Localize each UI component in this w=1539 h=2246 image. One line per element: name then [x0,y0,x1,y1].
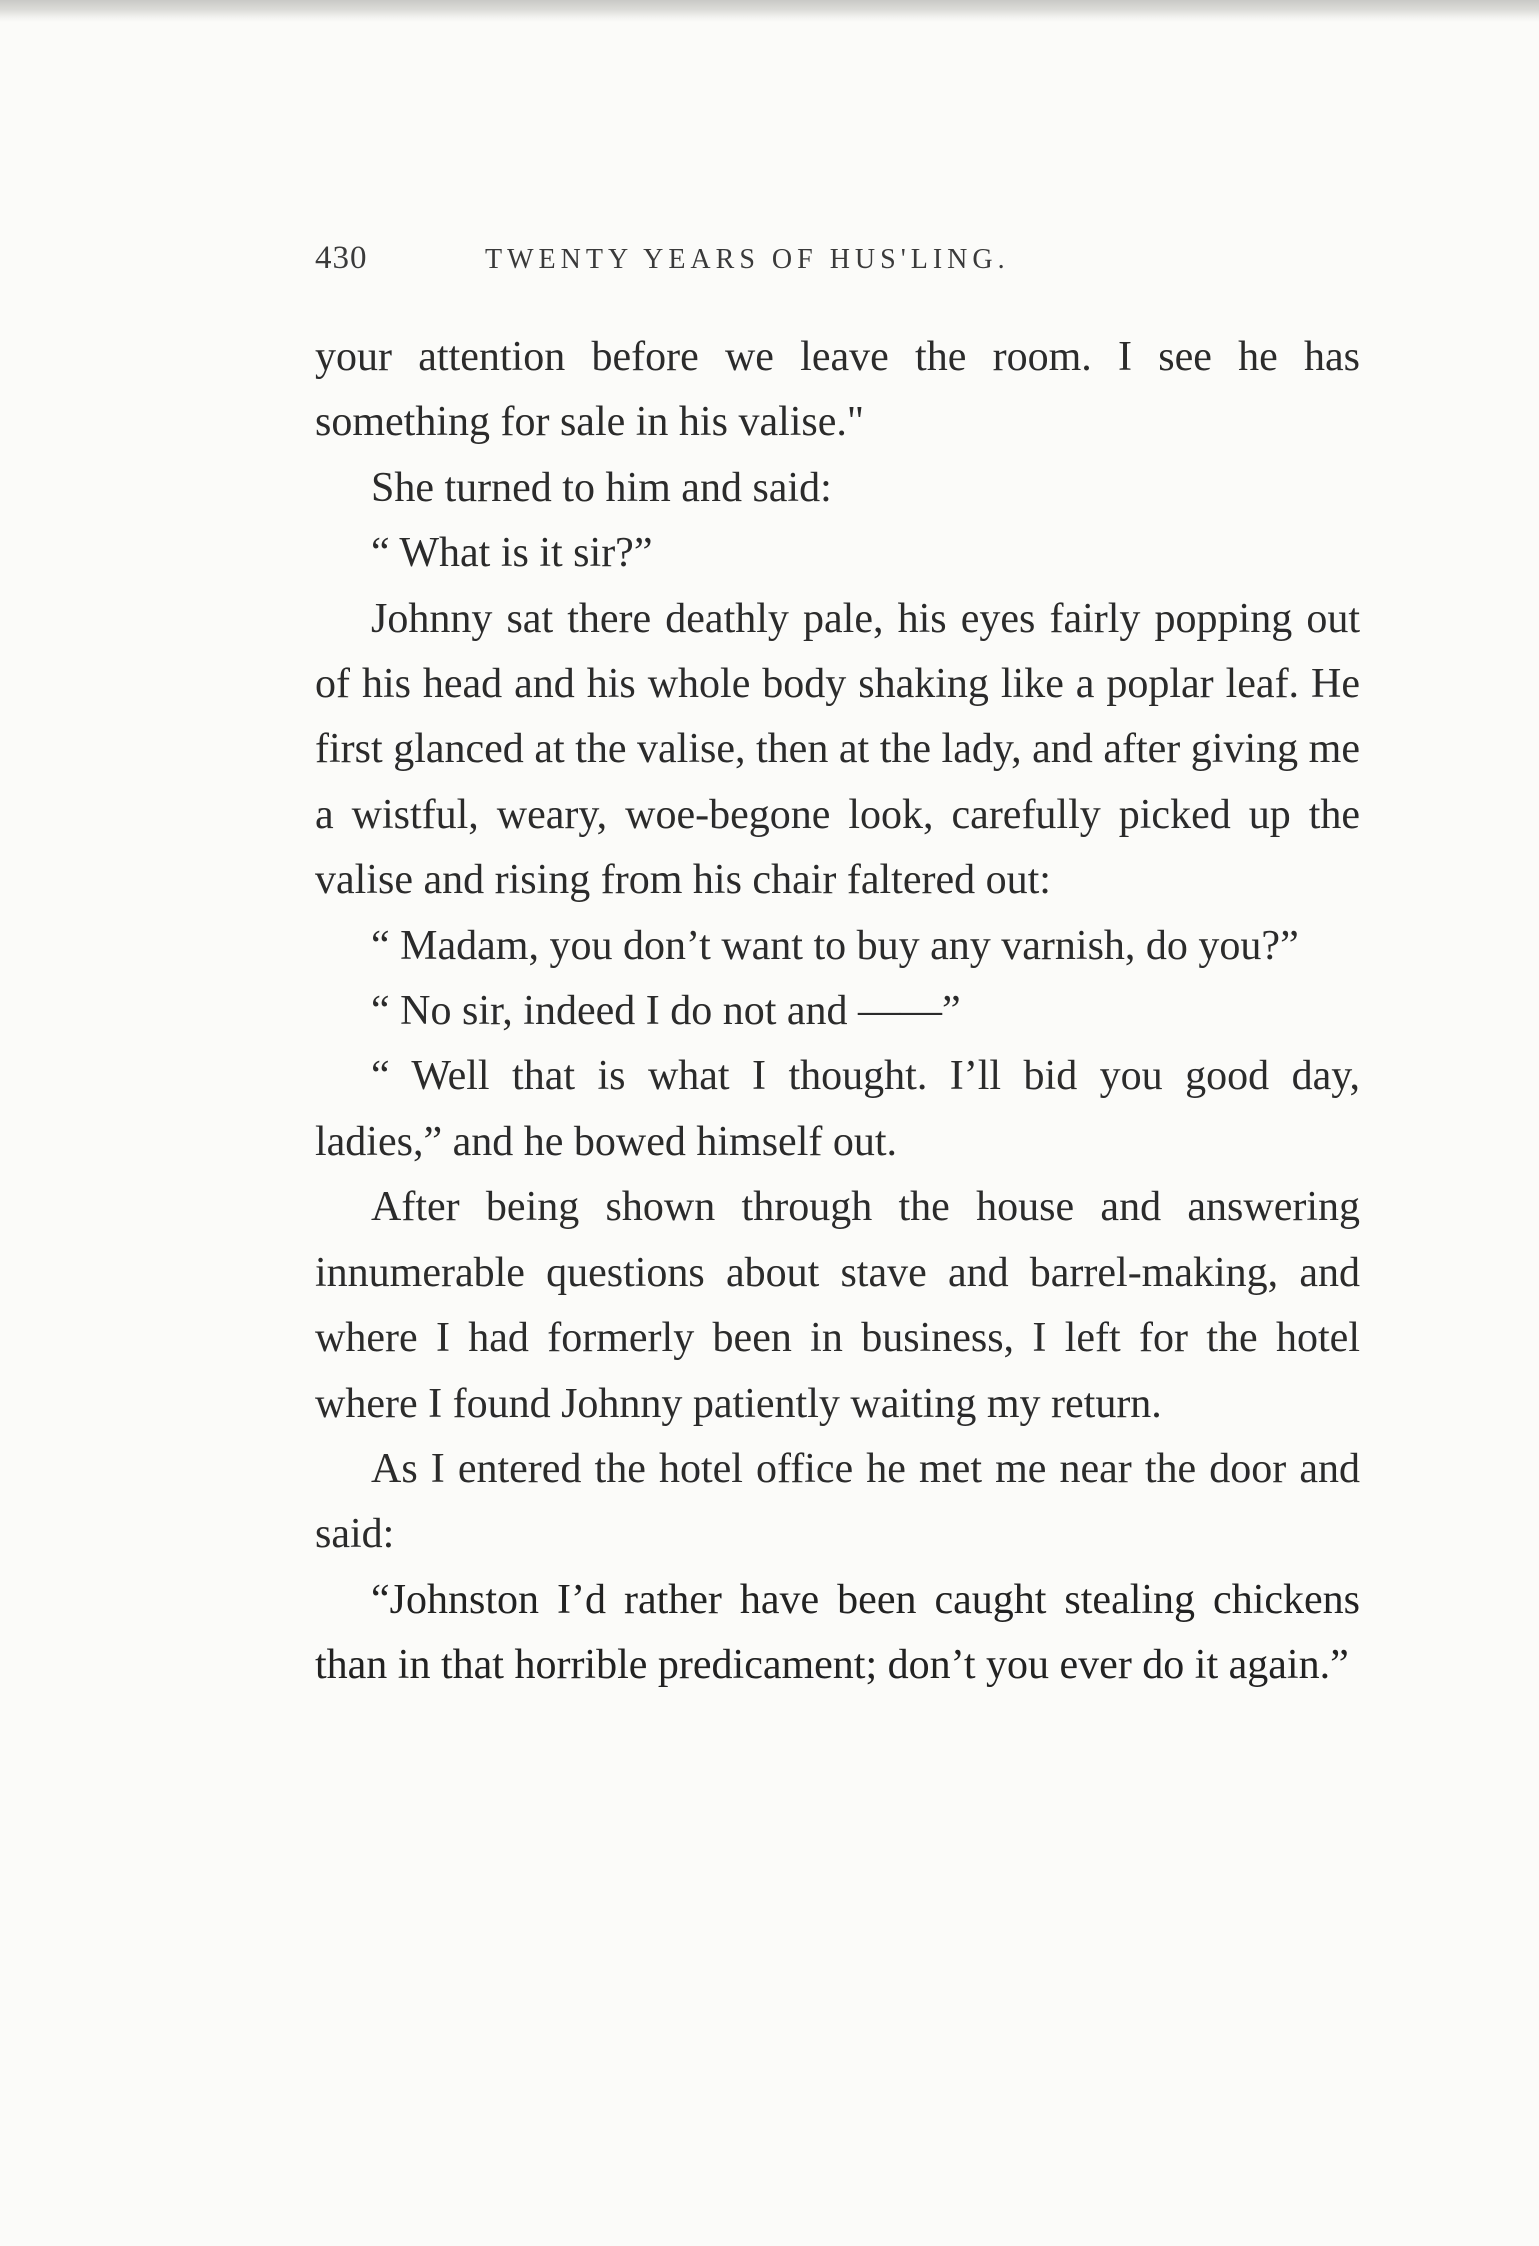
paragraph: She turned to him and said: [371,464,832,511]
paragraph: “ Well that is what I thought. I’ll bid you good day, ladies,” and he bowed himself out. [315,1053,1360,1165]
paragraph: “Johnston I’d rather have been caught stealing chickens than in that horrible predicament; don’t you ever do it again.” [315,1576,1360,1689]
scan-top-edge [0,0,1539,22]
paragraph: After being shown through the house and answering innumerable questions about stave and barrel-making, and where I had formerly been in business, I left for the hotel where I found Johnny patiently waiting my return. [315,1184,1360,1427]
book-page [315,228,1360,1699]
page-number: 430 [315,240,368,276]
paragraph: As I entered the hotel office he met me near the door and said: [315,1445,1360,1558]
paragraph: “ Madam, you don’t want to buy any varnish, do you?” [371,922,1299,969]
paragraph-continuation: your attention before we leave the room. I see he has something for sale in his valise." [315,334,1360,446]
running-title: TWENTY YEARS OF HUS'LING. [485,244,1010,275]
paragraph: Johnny sat there deathly pale, his eyes fairly popping out of his head and his whole body shaking like a poplar leaf. He first glanced at the valise, then at the lady, and after giving me a wistful, weary, woe-begone look, carefully picked up the valise and rising from his chair faltered out: [315,595,1360,904]
paragraph: “ What is it sir?” [371,530,653,577]
running-head [315,228,1360,288]
text-body [315,325,1360,1699]
paragraph: “ No sir, indeed I do not and ——” [371,988,961,1035]
